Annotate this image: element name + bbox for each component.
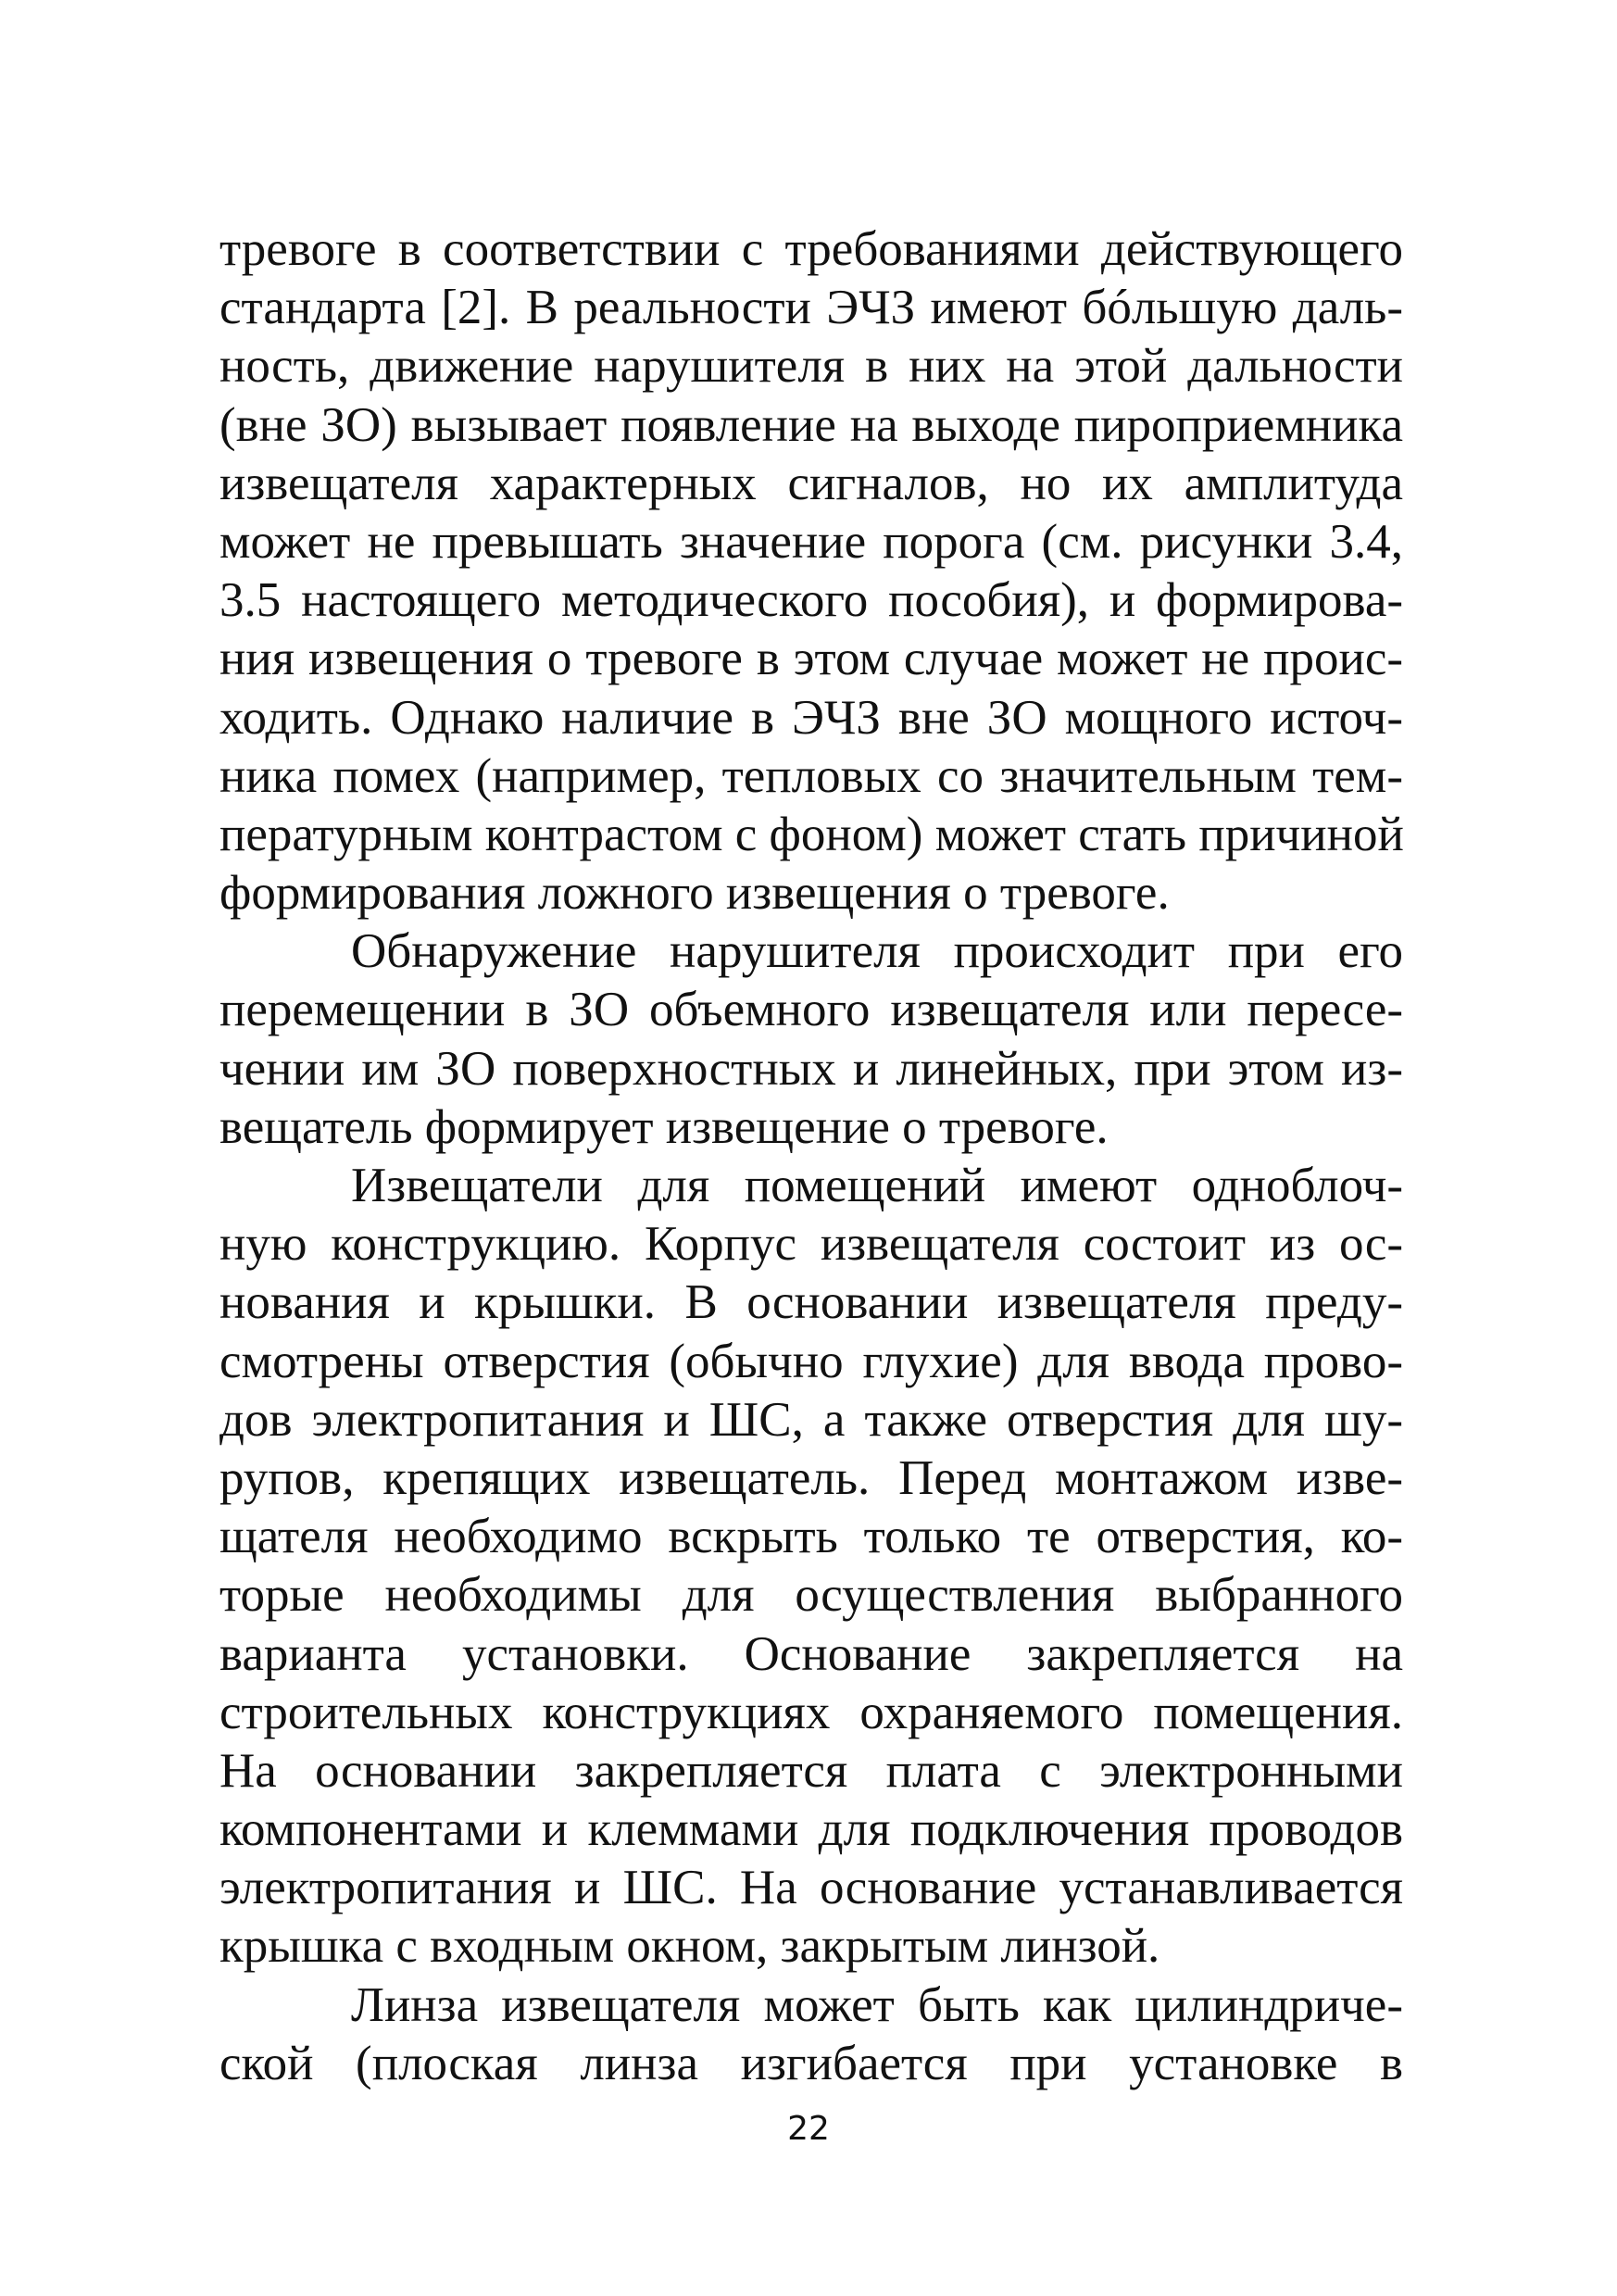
text-line: вещатель формирует извещение о тревоге. [219, 1099, 1109, 1154]
text-line: (вне ЗО) вызывает появление на выходе пироприемника [219, 397, 1403, 452]
text-line: Обнаружение нарушителя происходит при его [351, 924, 1403, 979]
text-line: ную конструкцию. Корпус извещателя состоит из ос- [219, 1217, 1403, 1272]
text-line: крышка с входным окном, закрытым линзой. [219, 1919, 1160, 1974]
text-line: тревоге в соответствии с требованиями действующего [219, 222, 1403, 276]
page-number: 22 [787, 2110, 830, 2148]
text-line: торые необходимы для осуществления выбранного [219, 1568, 1403, 1623]
text-line: компонентами и клеммами для подключения проводов [219, 1802, 1403, 1857]
text-line: ника помех (например, тепловых со значительным тем- [219, 748, 1403, 803]
text-line: электропитания и ШС. На основание устанавливается [219, 1861, 1403, 1915]
text-line: перемещении в ЗО объемного извещателя или пересе- [219, 983, 1403, 1037]
text-line: чении им ЗО поверхностных и линейных, при этом из- [219, 1041, 1403, 1096]
text-line: строительных конструкциях охраняемого помещения. [219, 1685, 1403, 1739]
text-line: ния извещения о тревоге в этом случае может не проис- [219, 632, 1403, 686]
text-line: стандарта [2]. В реальности ЭЧЗ имеют бóльшую даль- [219, 281, 1403, 335]
text-line: 3.5 настоящего методического пособия), и формирова- [219, 573, 1403, 628]
text-line: смотрены отверстия (обычно глухие) для ввода прово- [219, 1334, 1403, 1388]
text-line: ность, движение нарушителя в них на этой дальности [219, 339, 1403, 394]
text-line: пературным контрастом с фоном) может стать причиной [219, 807, 1404, 861]
text-line: варианта установки. Основание закрепляется на [219, 1626, 1403, 1681]
text-line: может не превышать значение порога (см. рисунки 3.4, [219, 514, 1403, 569]
text-line: дов электропитания и ШС, а также отверстия для шу- [219, 1392, 1403, 1447]
text-line: рупов, крепящих извещатель. Перед монтажом изве- [219, 1450, 1403, 1505]
text-line: нования и крышки. В основании извещателя преду- [219, 1275, 1403, 1330]
text-line: извещателя характерных сигналов, но их амплитуда [219, 456, 1403, 510]
body-text [219, 220, 1403, 2093]
text-line: Извещатели для помещений имеют одноблоч- [351, 1159, 1403, 1212]
text-line: ской (плоская линза изгибается при установке в [219, 2036, 1403, 2090]
text-line: На основании закрепляется плата с электронными [219, 1743, 1403, 1798]
text-line: ходить. Однако наличие в ЭЧЗ вне ЗО мощного источ- [219, 690, 1403, 745]
text-line: Линза извещателя может быть как цилиндриче- [351, 1977, 1403, 2032]
text-line: щателя необходимо вскрыть только те отверстия, ко- [219, 1510, 1403, 1564]
text-line: формирования ложного извещения о тревоге. [219, 866, 1170, 921]
